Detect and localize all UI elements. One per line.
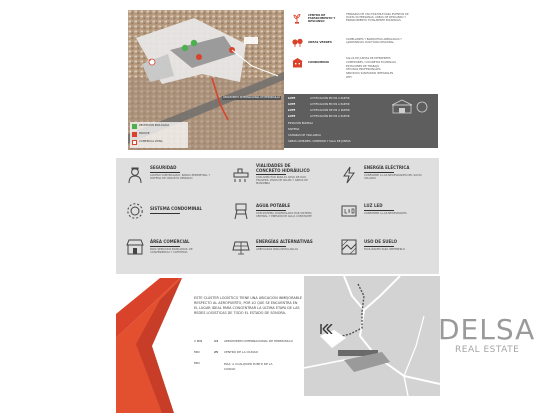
lot-label: LOTE [288,103,296,106]
guard-icon [126,166,144,184]
condo-item: ESTACIONES DE TRABAJO [346,64,379,68]
distance-desc: MÁX. A CUALQUIER PUNTO DE LA CIUDAD [224,362,273,372]
solar-panel-icon [232,238,250,256]
distances-list [194,340,304,400]
cart-icon [132,140,137,145]
box-feature: SISTEMA [288,128,300,131]
feature-title: CONDOMINIO [308,60,330,64]
amenity-desc: CONFORME A LAS NECESIDADES DEL SOCIO USUARIO [364,174,422,180]
amenity-title: SISTEMA CONDOMINAL [150,206,203,211]
location-map [304,276,440,396]
lot-label: LOTE [288,115,296,118]
pipe-icon [232,166,250,184]
legend-label: RECEPCIÓN BIOLÓGICA [139,124,170,127]
warehouse-icon [388,98,434,114]
amenity-desc: ADECUADAS PARA INSTALARLAS [256,248,299,251]
building-icon [292,58,303,68]
lot-desc: LOTIFICACIÓN EN M2 A PARTIR [310,103,350,106]
distance-number: 25 [214,350,219,354]
delsa-mark-icon [320,324,336,334]
lot-desc: LOTIFICACIÓN DE M2 A PARTIR [310,109,350,112]
brand-name: DELSA [438,313,536,346]
lot-label: LOTE [288,109,296,112]
parking-icon [132,132,137,137]
distance-desc: CENTRO DE LA CIUDAD [224,350,258,354]
lightning-icon [340,166,358,184]
intro-paragraph: ESTE CLÚSTER LOGÍSTICO TIENE UNA UBICACIÓN INMEJORABLE RESPECTO AL AEROPUERTO, POR LO QUE SE ENCUENTRA EN EL LUGAR IDEAL PARA CONCENTRAR LA ÚLTIMA ETAPA DE LAS REDES LOGÍSTICAS DE TODO EL ESTADO DE SONORA. [194,296,302,315]
distance-number: 14 [214,339,219,343]
legend-label: PARQUE [139,132,150,135]
condo-item: OFICINAS PROFESIONALES [346,68,381,72]
aerial-site-map [128,10,284,150]
amenity-title: LUZ LED [364,203,383,208]
condo-item: SERVICIOS SANITARIOS INTEGRALES [346,72,394,76]
amenities-section [116,158,439,274]
amenity-title: ENERGÍA ELÉCTRICA [364,165,410,170]
box-feature: ESTACIÓN BODEGA [288,122,313,125]
plant-icon [292,14,302,24]
amenity-title: ÁREA COMERCIAL [150,239,190,244]
feature-title: CENTRO DE ESPARCIMIENTO Y DESCANSO [308,13,336,24]
amenity-desc: CON AMPLITUD PARA EL PASO DE DOS TRAILERS, PISOS DE PALMA Y ÁREAS DE MANIOBRA [256,176,308,185]
land-use-icon [340,238,358,256]
lot-desc: LOTIFICACIÓN EN M2 A PARTIR [310,97,350,100]
amenity-title: ENERGÍAS ALTERNATIVAS [256,239,313,244]
lot-desc: LOTIFICACIÓN EN M2 A PARTIR [310,115,350,118]
distance-value: MIN [194,361,200,365]
brand-tagline: REAL ESTATE [455,345,520,355]
amenity-desc: FACILIDADES PARA OBTENERLO [364,248,405,251]
distance-value: MIN [194,350,200,354]
distance-desc: AEROPUERTO INTERNACIONAL DE HERMOSILLO [224,339,293,343]
condo-item: SALAS DE JUNTAS DE DIFERENTES [346,57,391,60]
runway-label: AEROPUERTO INTERNACIONAL DE HERMOSILLO [223,95,280,99]
lot-label: LOTE [288,97,296,100]
amenity-desc: CON SISTEMA CONTROLADO POR SISTEMA CENTRAL Y PRESIÓN DE AGUA CONSTANTE [256,212,312,218]
distance-value: 2 MIN [194,339,203,343]
gear-icon [126,202,144,220]
condo-services-list [346,58,418,80]
orange-graphic [116,278,186,413]
trees-icon [292,38,303,48]
feature-desc: TERRAZAS DE USO MÚLTIPLE PARA EVENTOS DE HASTA 50 PERSONAS, ÁREAS DE DESCANSO Y ESPARCIMIENTO TOTALMENTE EQUIPADAS [346,13,409,22]
legend-label: COMERCIAL ZONA [139,140,163,143]
condo-item: COMEDORES / COCINETAS EQUIPADAS [346,60,396,64]
store-icon [126,238,144,256]
amenity-title: AGUA POTABLE [256,203,291,208]
box-feature: ÁREAS COMUNES, COMEDOR Y SALA DE JUNTAS [288,140,351,143]
feature-title: ÁREAS VERDES [308,40,332,44]
route-map [304,276,440,396]
aerial-legend [130,122,188,148]
feature-desc: CAMELLONES Y BANQUETAS ARBOLADAS Y AJARDINADAS CON FLORA REGIONAL [346,38,402,44]
aerial-lot-number: 2 [149,58,152,62]
condo-item: WIFI [346,75,352,79]
led-icon [340,202,358,220]
lots-summary-box [284,94,438,148]
amenity-desc: ACCESO CONTROLADO, BARDA PERIMETRAL Y SISTEMA DE CIRCUITO CERRADO [150,174,211,180]
box-feature: CÁMARAS DE VIGILANCIA [288,134,321,137]
amenity-desc: CONFORME A LAS NECESIDADES [364,212,407,215]
amenity-title: USO DE SUELO [364,239,398,244]
amenity-title: VIALIDADES DE CONCRETO HIDRÁULICO [256,163,310,173]
feature-list [286,12,440,92]
building-icon [132,124,137,129]
water-tower-icon [232,202,250,220]
amenity-title: SEGURIDAD [150,165,177,170]
amenity-desc: PARA SERVICIOS BANCARIOS, DE CONVENIENCIA Y CAFETERÍA [150,248,193,254]
